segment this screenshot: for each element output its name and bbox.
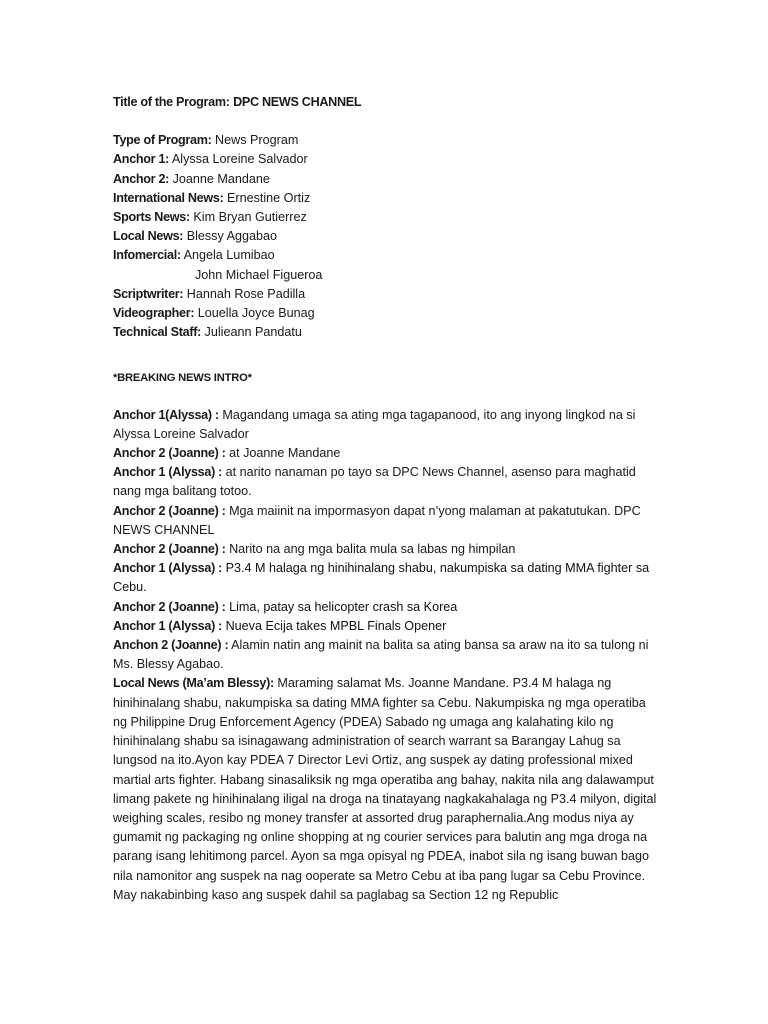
info-row	[113, 246, 658, 265]
info-value: Angela Lumibao	[183, 248, 275, 263]
speaker-label: Anchor 1 (Alyssa) :	[113, 618, 223, 633]
info-value: Kim Bryan Gutierrez	[193, 210, 307, 225]
info-row	[113, 189, 658, 208]
info-row	[113, 227, 658, 246]
info-label: Videographer:	[113, 306, 195, 321]
speaker-label: Local News (Ma’am Blessy):	[113, 676, 274, 691]
section-heading: *BREAKING NEWS INTRO*	[113, 372, 252, 385]
info-value: Ernestine Ortiz	[226, 190, 311, 205]
speaker-label: Anchor 2 (Joanne) :	[113, 446, 226, 461]
info-value: Alyssa Loreine Salvador	[171, 152, 308, 167]
info-row	[113, 150, 658, 169]
speaker-line: Alamin natin ang mainit na balita sa ating bansa sa araw na ito sa tulong ni Ms. Blessy Agabao.	[113, 638, 649, 672]
info-label: Scriptwriter:	[113, 286, 184, 301]
script-line	[113, 406, 658, 444]
news-script	[113, 406, 658, 905]
speaker-line: at narito nanaman po tayo sa DPC News Channel, asenso para maghatid nang mga balitang totoo.	[113, 465, 636, 499]
script-line	[113, 598, 658, 617]
speaker-line: Nueva Ecija takes MPBL Finals Opener	[225, 618, 447, 633]
script-line	[113, 502, 658, 540]
speaker-line: Lima, patay sa helicopter crash sa Korea	[229, 599, 458, 614]
speaker-label: Anchor 2 (Joanne) :	[113, 503, 226, 518]
info-row	[113, 285, 658, 304]
info-label: Technical Staff:	[113, 325, 202, 340]
info-row	[113, 208, 658, 227]
speaker-label: Anchor 1 (Alyssa) :	[113, 561, 223, 576]
speaker-line: Maraming salamat Ms. Joanne Mandane. P3.4 M halaga ng hinihinalang shabu, nakumpiska sa dating MMA fighter sa Cebu. Nakumpiska ng mga operatiba ng Philippine Drug Enforcement Agency (PDEA) Sabado ng umaga ang kalahating kilo ng hinihinalang shabu sa isinagawang administration of search warrant sa Barangay Lahug sa lungsod na ito.Ayon kay PDEA 7 Director Levi Ortiz, ang suspek ay dating professional mixed martial arts fighter. Habang sinasaliksik ng mga operatiba ang bahay, nakita nila ang dalawamput limang pakete ng hinihinalang iligal na droga na tinatayang nagkakahalaga ng P3.4 milyon, digital weighing scales, resibo ng money transfer at assorted drug paraphernalia.Ang modus niya ay gumamit ng packaging ng online shopping at ng courier services para balutin ang mga droga na parang isang lehitimong parcel. Ayon sa mga opisyal ng PDEA, inabot sila ng isang buwan bago nila namonitor ang suspek na nag ooperate sa Metro Cebu at iba pang lugar sa Cebu Province. May nakabinbing kaso ang suspek dahil sa paglabag sa Section 12 ng Republic	[113, 676, 657, 902]
script-line	[113, 636, 658, 674]
program-title-label: Title of the Program:	[113, 95, 230, 109]
program-title	[113, 93, 658, 112]
info-label: Local News:	[113, 229, 184, 244]
script-line	[113, 463, 658, 501]
speaker-line: Narito na ang mga balita mula sa labas ng himpilan	[229, 542, 516, 557]
document-page	[113, 93, 658, 905]
info-row	[113, 170, 658, 189]
info-value: Louella Joyce Bunag	[197, 306, 315, 321]
speaker-line: Magandang umaga sa ating mga tagapanood, ito ang inyong lingkod na si Alyssa Loreine Salvador	[113, 407, 636, 441]
script-line	[113, 540, 658, 559]
speaker-label: Anchor 2 (Joanne) :	[113, 542, 226, 557]
info-row-continuation	[113, 266, 658, 285]
info-row	[113, 131, 658, 150]
info-label: Infomercial:	[113, 248, 181, 263]
info-label: Sports News:	[113, 210, 190, 225]
info-label: Anchor 1:	[113, 152, 170, 167]
info-value: Hannah Rose Padilla	[186, 286, 306, 301]
speaker-line: at Joanne Mandane	[229, 446, 341, 461]
info-label: Type of Program:	[113, 133, 212, 148]
info-value: News Program	[215, 133, 299, 148]
info-row	[113, 304, 658, 323]
speaker-label: Anchor 2 (Joanne) :	[113, 599, 226, 614]
info-value: John Michael Figueroa	[195, 267, 323, 282]
info-row	[113, 323, 658, 342]
program-title-value: DPC NEWS CHANNEL	[233, 95, 362, 109]
info-value: Joanne Mandane	[172, 171, 270, 186]
script-line	[113, 444, 658, 463]
speaker-label: Anchor 1 (Alyssa) :	[113, 465, 223, 480]
info-label: International News:	[113, 190, 224, 205]
info-value: Blessy Aggabao	[186, 229, 278, 244]
info-label: Anchor 2:	[113, 171, 170, 186]
speaker-line: P3.4 M halaga ng hinihinalang shabu, nakumpiska sa dating MMA fighter sa Cebu.	[113, 561, 650, 595]
script-line	[113, 617, 658, 636]
speaker-line: Mga maiinit na impormasyon dapat n’yong malaman at pakatutukan. DPC NEWS CHANNEL	[113, 503, 641, 537]
program-info	[113, 131, 658, 342]
info-value: Julieann Pandatu	[204, 325, 302, 340]
speaker-label: Anchon 2 (Joanne) :	[113, 638, 229, 653]
script-line	[113, 559, 658, 597]
speaker-label: Anchor 1(Alyssa) :	[113, 407, 219, 422]
script-line	[113, 674, 658, 904]
